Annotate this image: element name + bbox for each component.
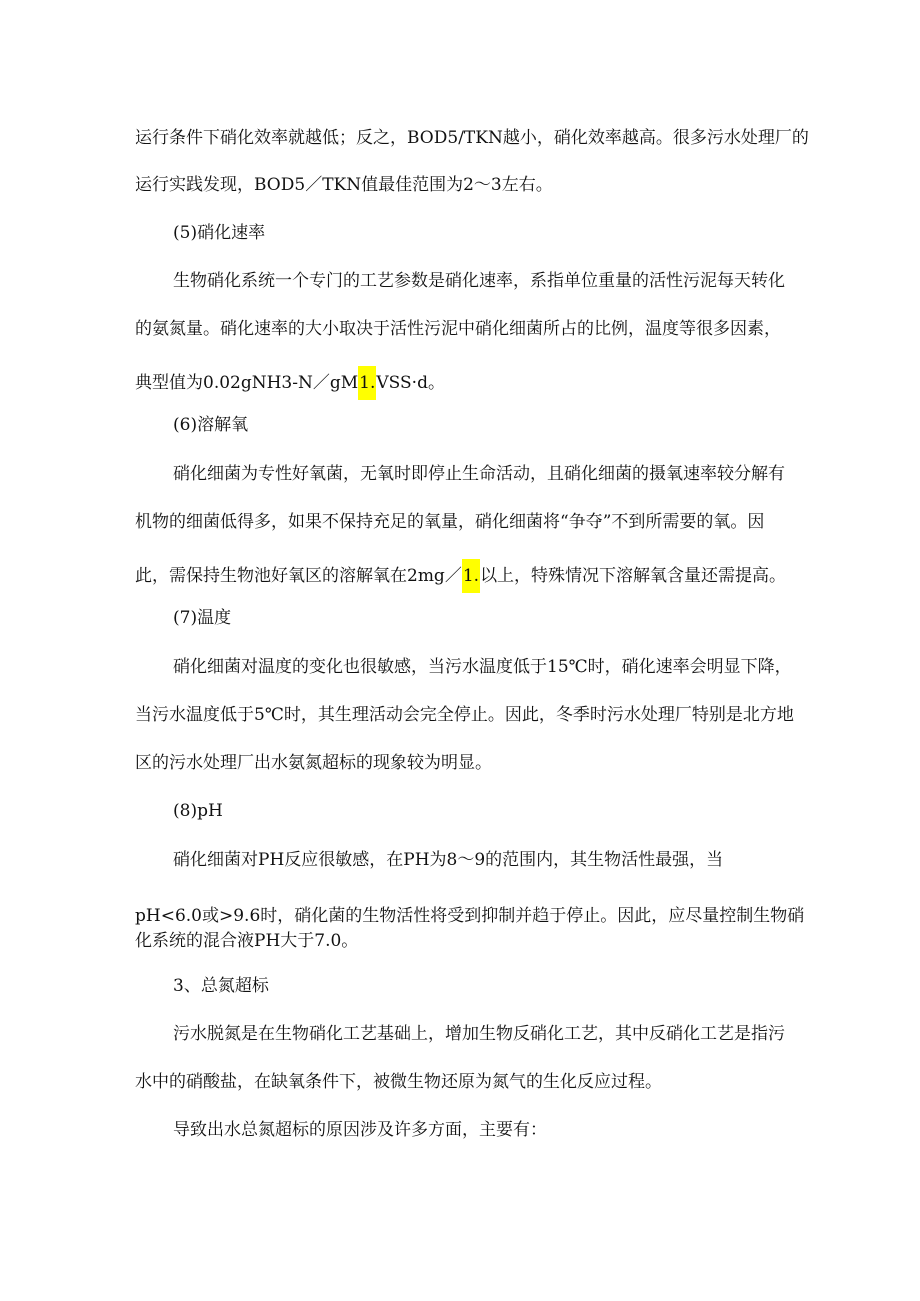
paragraph-line: 污水脱氮是在生物硝化工艺基础上，增加生物反硝化工艺，其中反硝化工艺是指污 [173,1024,785,1044]
section-heading: 3、总氮超标 [173,976,269,996]
paragraph-line: 硝化细菌对温度的变化也很敏感，当污水温度低于15℃时，硝化速率会明显下降， [173,657,792,677]
section-heading: (8)pH [173,801,223,821]
paragraph-line: 区的污水处理厂出水氨氮超标的现象较为明显。 [135,753,492,773]
highlighted-text: 1. [462,559,480,593]
section-heading: (5)硝化速率 [173,223,266,243]
paragraph-line: 运行条件下硝化效率就越低；反之，BOD5/TKN越小，硝化效率越高。很多污水处理厂的 [135,128,809,148]
highlighted-text: 1. [358,366,376,400]
paragraph-line: 当污水温度低于5℃时，其生理活动会完全停止。因此，冬季时污水处理厂特别是北方地 [135,705,794,725]
paragraph-line [135,366,445,400]
paragraph-line: 化系统的混合液PH大于7.0。 [135,931,359,951]
line-text: VSS·d。 [376,373,445,393]
paragraph-line: 硝化细菌对PH反应很敏感，在PH为8～9的范围内，其生物活性最强，当 [173,850,724,870]
line-text: 典型值为0.02gNH3-N／gM [135,373,359,393]
paragraph-line [135,559,786,593]
paragraph-line: 的氨氮量。硝化速率的大小取决于活性污泥中硝化细菌所占的比例，温度等很多因素， [135,319,781,339]
paragraph-line: 生物硝化系统一个专门的工艺参数是硝化速率，系指单位重量的活性污泥每天转化 [173,271,785,291]
section-heading: (7)温度 [173,608,232,628]
section-heading: (6)溶解氧 [173,415,249,435]
paragraph-line: 导致出水总氮超标的原因涉及许多方面，主要有： [173,1120,547,1140]
line-text: 此，需保持生物池好氧区的溶解氧在2mg／ [135,566,462,586]
paragraph-line: pH<6.0或>9.6时，硝化菌的生物活性将受到抑制并趋于停止。因此，应尽量控制生物硝 [135,906,805,926]
paragraph-line: 运行实践发现，BOD5／TKN值最佳范围为2～3左右。 [135,175,553,195]
line-text: 以上，特殊情况下溶解氧含量还需提高。 [480,566,787,586]
paragraph-line: 硝化细菌为专性好氧菌，无氧时即停止生命活动，且硝化细菌的摄氧速率较分解有 [173,464,785,484]
paragraph-line: 水中的硝酸盐，在缺氧条件下，被微生物还原为氮气的生化反应过程。 [135,1072,662,1092]
paragraph-line: 机物的细菌低得多，如果不保持充足的氧量，硝化细菌将“争夺”不到所需要的氧。因 [135,512,765,532]
